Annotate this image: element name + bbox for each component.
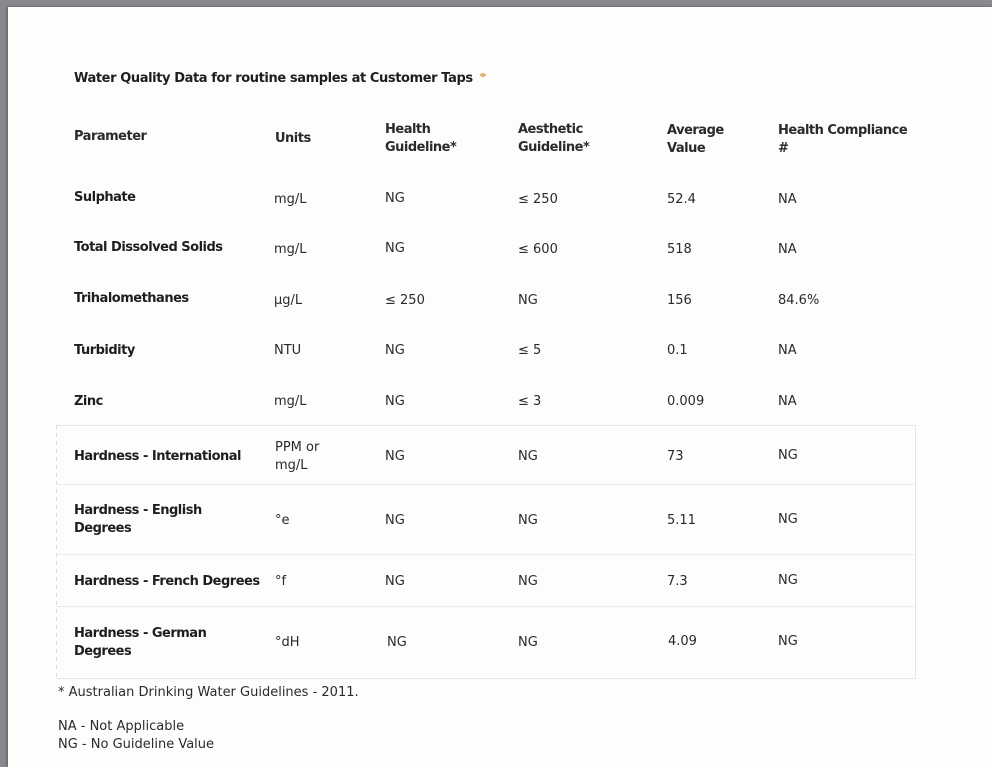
table-row-health: NG	[385, 241, 405, 256]
table-row-param: Hardness - International	[74, 449, 242, 464]
table-row-compliance: NA	[778, 242, 797, 257]
row-divider	[56, 606, 915, 607]
table-row-param: Sulphate	[74, 190, 136, 205]
table-row-units: mg/L	[274, 394, 307, 409]
table-row-param: Hardness - German Degrees	[74, 626, 207, 659]
table-row-aesthetic: ≤ 5	[518, 343, 542, 358]
header-average-value: Average Value	[667, 123, 724, 156]
document-page	[8, 7, 992, 767]
table-row-compliance: NG	[778, 448, 798, 463]
footnote-guidelines: * Australian Drinking Water Guidelines - 2011.	[58, 685, 359, 700]
table-row-health: NG	[385, 394, 405, 409]
table-row-aesthetic: ≤ 3	[518, 394, 542, 409]
table-row-param: Hardness - English Degrees	[74, 503, 202, 536]
table-row-param: Turbidity	[74, 343, 135, 358]
header-units: Units	[275, 131, 311, 146]
ink-speck	[480, 73, 486, 77]
table-row-average: 0.009	[667, 394, 705, 409]
table-row-aesthetic: ≤ 600	[518, 242, 558, 257]
table-row-aesthetic: NG	[518, 293, 538, 308]
hardness-table-left-border	[56, 425, 57, 677]
table-row-units: °f	[275, 574, 287, 589]
header-health-compliance: Health Compliance #	[778, 123, 908, 156]
table-row-units: µg/L	[274, 293, 303, 308]
table-row-compliance: NA	[778, 343, 797, 358]
table-row-average: 518	[667, 242, 692, 257]
header-health-guideline: Health Guideline*	[385, 122, 457, 155]
row-divider	[56, 484, 915, 485]
table-row-units: °dH	[275, 635, 300, 650]
table-row-average: 73	[667, 449, 684, 464]
table-row-compliance: NA	[778, 192, 797, 207]
table-row-compliance: NA	[778, 394, 797, 409]
table-row-compliance: 84.6%	[778, 293, 820, 308]
row-divider	[56, 554, 915, 555]
footnote-na: NA - Not Applicable	[58, 719, 185, 734]
footnote-ng: NG - No Guideline Value	[58, 737, 215, 752]
table-row-units: mg/L	[274, 192, 307, 207]
table-row-aesthetic: NG	[518, 635, 538, 650]
table-row-aesthetic: NG	[518, 449, 538, 464]
table-row-units: PPM or mg/L	[275, 440, 320, 473]
table-row-param: Total Dissolved Solids	[74, 240, 223, 255]
table-row-health: ≤ 250	[385, 293, 425, 308]
table-row-compliance: NG	[778, 573, 798, 588]
table-row-aesthetic: NG	[518, 574, 538, 589]
document-title: Water Quality Data for routine samples at Customer Taps	[74, 71, 473, 86]
table-row-compliance: NG	[778, 634, 798, 649]
table-row-units: NTU	[274, 343, 302, 358]
table-row-health: NG	[385, 191, 405, 206]
table-row-units: mg/L	[274, 242, 307, 257]
table-row-param: Hardness - French Degrees	[74, 574, 260, 589]
table-row-health: NG	[387, 635, 407, 650]
table-row-average: 156	[667, 293, 692, 308]
table-row-health: NG	[385, 449, 405, 464]
table-row-units: °e	[275, 513, 290, 528]
table-row-param: Trihalomethanes	[74, 291, 189, 306]
table-row-health: NG	[385, 343, 405, 358]
table-row-average: 4.09	[668, 634, 697, 649]
table-row-health: NG	[385, 574, 405, 589]
table-row-average: 5.11	[667, 513, 696, 528]
table-row-compliance: NG	[778, 512, 798, 527]
table-row-average: 0.1	[667, 343, 688, 358]
table-row-param: Zinc	[74, 394, 103, 409]
table-row-aesthetic: ≤ 250	[518, 192, 558, 207]
header-parameter: Parameter	[74, 129, 147, 144]
table-row-health: NG	[385, 513, 405, 528]
header-aesthetic-guideline: Aesthetic Guideline*	[518, 122, 590, 155]
table-row-average: 52.4	[667, 192, 696, 207]
table-row-average: 7.3	[667, 574, 688, 589]
table-row-aesthetic: NG	[518, 513, 538, 528]
